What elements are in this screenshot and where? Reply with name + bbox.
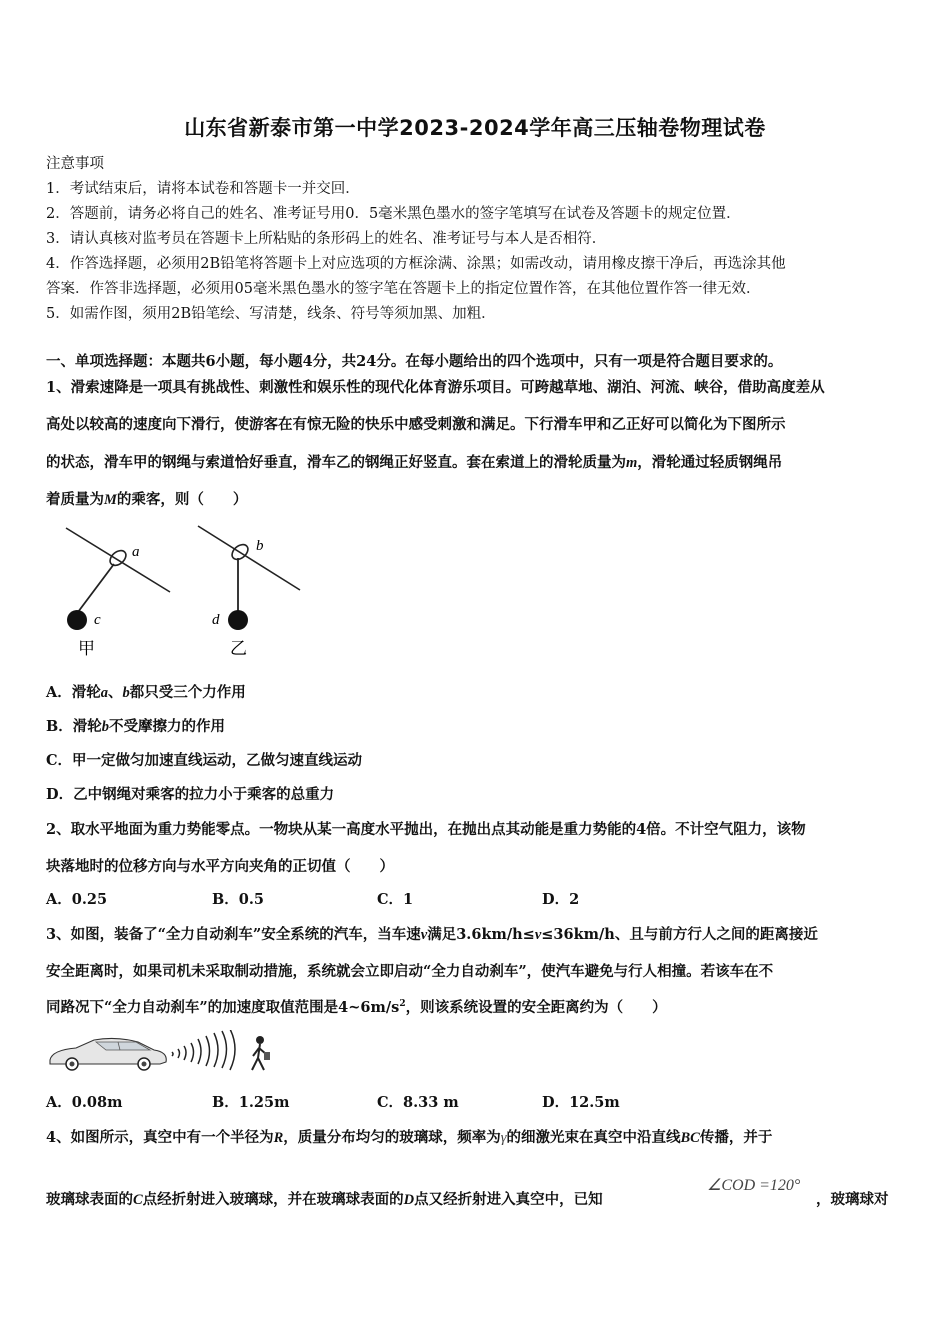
q4-line-end: ，玻璃球对 <box>816 1191 889 1208</box>
q2-option-d[interactable]: D．2 <box>542 891 580 908</box>
var-nu: γ <box>500 1130 507 1146</box>
q3-option-c[interactable]: C．8.33 m <box>377 1094 459 1111</box>
option-text: 不受摩擦力的作用 <box>109 718 226 735</box>
q1-text: 着质量为 <box>46 491 104 508</box>
q3-text: 同路况下“全力自动刹车”的加速度取值范围是4~6m/s <box>46 999 400 1016</box>
var-M: M <box>104 492 117 508</box>
option-text: 、 <box>108 684 123 701</box>
var-b: b <box>101 719 110 735</box>
note-item: 3．请认真核对监考员在答题卡上所粘贴的条形码上的姓名、准考证号与本人是否相符． <box>46 231 607 247</box>
rope-c <box>78 564 114 612</box>
q4-text: 点经折射进入玻璃球，并在玻璃球表面的 <box>142 1191 404 1208</box>
q4-text: 4、如图所示，真空中有一个半径为 <box>46 1129 274 1146</box>
q2-option-b[interactable]: B．0.5 <box>212 891 264 908</box>
angle-formula: ∠COD =120° <box>707 1177 801 1194</box>
note-item: 5．如需作图，须用2B铅笔绘、写清楚，线条、符号等须加黑、加粗． <box>46 306 496 322</box>
var-a: a <box>100 685 108 701</box>
q1-line <box>46 488 247 509</box>
q1-text: ，滑轮通过轻质钢绳吊 <box>637 454 783 471</box>
q3-figure <box>46 1030 278 1080</box>
pedestrian-icon <box>252 1036 270 1070</box>
option-text: B．滑轮 <box>46 718 102 735</box>
signal-waves-icon <box>172 1030 235 1070</box>
section-heading: 一、单项选择题：本题共6小题，每小题4分，共24分。在每小题给出的四个选项中，只有一项是符合题目要求的。 <box>46 353 783 370</box>
q3-text: 满足3.6km/h≤ <box>427 926 535 943</box>
q2-line: 2、取水平地面为重力势能零点。一物块从某一高度水平抛出，在抛出点其动能是重力势能的4倍。不计空气阻力，该物 <box>46 821 806 838</box>
var-v: v <box>420 927 428 943</box>
q1-line: 1、滑索速降是一项具有挑战性、刺激性和娱乐性的现代化体育游乐项目。可跨越草地、湖泊、河流、峡谷，借助高度差从 <box>46 379 825 396</box>
q2-option-c[interactable]: C．1 <box>377 891 414 908</box>
caption-yi: 乙 <box>230 639 247 659</box>
label-a: a <box>132 544 140 560</box>
var-BC: BC <box>680 1130 700 1146</box>
q1-option-d[interactable]: D．乙中钢绳对乘客的拉力小于乘客的总重力 <box>46 786 335 803</box>
q3-line <box>46 996 667 1017</box>
q1-option-b[interactable] <box>46 715 225 736</box>
notes-heading: 注意事项 <box>46 156 104 172</box>
q3-text: ≤36km/h、且与前方行人之间的距离接近 <box>541 926 818 943</box>
passenger-d <box>228 610 248 630</box>
q3-option-b[interactable]: B．1.25m <box>212 1094 290 1111</box>
var-b: b <box>122 685 130 701</box>
q3-option-d[interactable]: D．12.5m <box>542 1094 620 1111</box>
note-item: 1．考试结束后，请将本试卷和答题卡一并交回． <box>46 181 360 197</box>
q4-text: 传播，并于 <box>699 1129 773 1146</box>
var-m: m <box>626 455 638 471</box>
label-b: b <box>256 538 264 554</box>
var-C: C <box>133 1192 143 1208</box>
q4-text: 的细激光束在真空中沿直线 <box>506 1129 681 1146</box>
caption-jia: 甲 <box>78 639 95 659</box>
q3-line <box>46 923 818 944</box>
cable-line <box>198 526 300 590</box>
option-text: 都只受三个力作用 <box>129 684 246 701</box>
q3-sup: 2 <box>399 999 406 1010</box>
q1-text: 的乘客，则（ ） <box>116 491 248 508</box>
q1-option-a[interactable] <box>46 681 246 702</box>
q4-text: 玻璃球表面的 <box>46 1191 133 1208</box>
note-item: 4．作答选择题，必须用2B铅笔将答题卡上对应选项的方框涂满、涂黑；如需改动，请用橡皮擦干净后，再选涂其他 <box>46 256 786 272</box>
q1-figure <box>52 520 312 665</box>
q1-line: 高处以较高的速度向下滑行，使游客在有惊无险的快乐中感受刺激和满足。下行滑车甲和乙正好可以简化为下图所示 <box>46 416 786 433</box>
q3-option-a[interactable]: A．0.08m <box>46 1094 123 1111</box>
q1-text: 的状态，滑车甲的钢绳与索道恰好垂直，滑车乙的钢绳正好竖直。套在索道上的滑轮质量为 <box>46 454 626 471</box>
figure-jia <box>66 528 170 659</box>
option-text: A．滑轮 <box>46 684 101 701</box>
note-item: 2．答题前，请务必将自己的姓名、准考证号用0．5毫米黑色墨水的签字笔填写在试卷及答题卡的规定位置． <box>46 206 741 222</box>
note-item: 答案．作答非选择题，必须用05毫米黑色墨水的签字笔在答题卡上的指定位置作答，在其他位置作答一律无效． <box>46 281 761 297</box>
q4-text: 点又经折射进入真空中，已知 <box>414 1191 603 1208</box>
var-v: v <box>534 927 542 943</box>
q3-line: 安全距离时，如果司机未采取制动措施，系统就会立即启动“全力自动刹车”，使汽车避免与行人相撞。若该车在不 <box>46 963 774 980</box>
q4-line <box>46 1188 603 1209</box>
passenger-c <box>67 610 87 630</box>
q1-line <box>46 451 782 472</box>
q2-option-a[interactable]: A．0.25 <box>46 891 108 908</box>
q3-text: ，则该系统设置的安全距离约为（ ） <box>405 999 667 1016</box>
var-R: R <box>273 1130 284 1146</box>
q4-line <box>46 1126 772 1147</box>
label-d: d <box>212 612 220 628</box>
q1-option-c[interactable]: C．甲一定做匀加速直线运动，乙做匀速直线运动 <box>46 752 363 769</box>
q2-line: 块落地时的位移方向与水平方向夹角的正切值（ ） <box>46 858 394 875</box>
car-icon <box>50 1038 166 1070</box>
q3-text: 3、如图，装备了“全力自动刹车”安全系统的汽车，当车速 <box>46 926 421 943</box>
page-title: 山东省新泰市第一中学2023-2024学年高三压轴卷物理试卷 <box>184 116 766 140</box>
var-D: D <box>403 1192 415 1208</box>
cable-line <box>66 528 170 592</box>
label-c: c <box>94 612 101 628</box>
q4-text: ，质量分布均匀的玻璃球，频率为 <box>283 1129 501 1146</box>
figure-yi <box>198 526 300 659</box>
